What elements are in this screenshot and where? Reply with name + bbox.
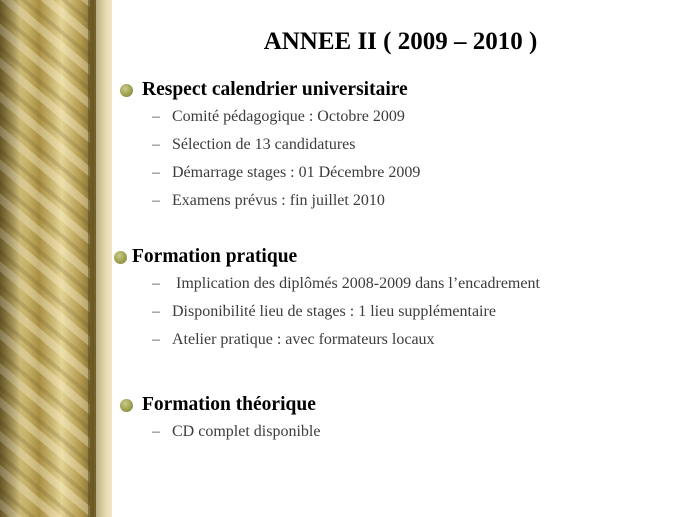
bullet-icon — [120, 84, 133, 97]
section-heading-row — [114, 244, 674, 270]
list-item — [152, 159, 680, 187]
list-item-text: Implication des diplômés 2008-2009 dans l’encadrement — [172, 275, 540, 292]
list-item-text: Sélection de 13 candidatures — [172, 136, 356, 153]
list-item-text: Disponibilité lieu de stages : 1 lieu supplémentaire — [172, 303, 496, 320]
bullet-list — [120, 103, 680, 215]
dash-icon: – — [152, 108, 160, 125]
section-theory — [120, 392, 680, 446]
slide-title: ANNEE II ( 2009 – 2010 ) — [263, 28, 538, 55]
list-item-text: Atelier pratique : avec formateurs locaux — [172, 331, 435, 348]
bullet-icon — [120, 399, 133, 412]
decorative-gold-column — [0, 0, 112, 517]
bullet-list — [120, 270, 674, 354]
list-item-text: Démarrage stages : 01 Décembre 2009 — [172, 164, 421, 181]
list-item-text: Comité pédagogique : Octobre 2009 — [172, 108, 405, 125]
section-heading: Respect calendrier universitaire — [142, 79, 408, 100]
list-item — [152, 103, 680, 131]
dash-icon: – — [152, 192, 160, 209]
section-calendar — [120, 77, 680, 215]
section-heading-row — [120, 77, 680, 103]
dash-icon: – — [152, 303, 160, 320]
section-practical — [114, 244, 674, 354]
list-item — [152, 298, 674, 326]
list-item — [152, 270, 674, 298]
section-heading-row — [120, 392, 680, 418]
list-item-text: CD complet disponible — [172, 423, 321, 440]
dash-icon: – — [152, 423, 160, 440]
dash-icon: – — [152, 331, 160, 348]
list-item — [152, 326, 674, 354]
dash-icon: – — [152, 164, 160, 181]
section-heading: Formation théorique — [142, 394, 316, 415]
list-item — [152, 187, 680, 215]
list-item — [152, 131, 680, 159]
bullet-icon — [114, 251, 127, 264]
dash-icon: – — [152, 136, 160, 153]
dash-icon: – — [152, 275, 160, 292]
bullet-list — [120, 418, 680, 446]
gold-column-graphic — [0, 0, 112, 517]
list-item — [152, 418, 680, 446]
slide-content — [112, 0, 689, 517]
list-item-text: Examens prévus : fin juillet 2010 — [172, 192, 385, 209]
section-heading: Formation pratique — [132, 246, 298, 267]
